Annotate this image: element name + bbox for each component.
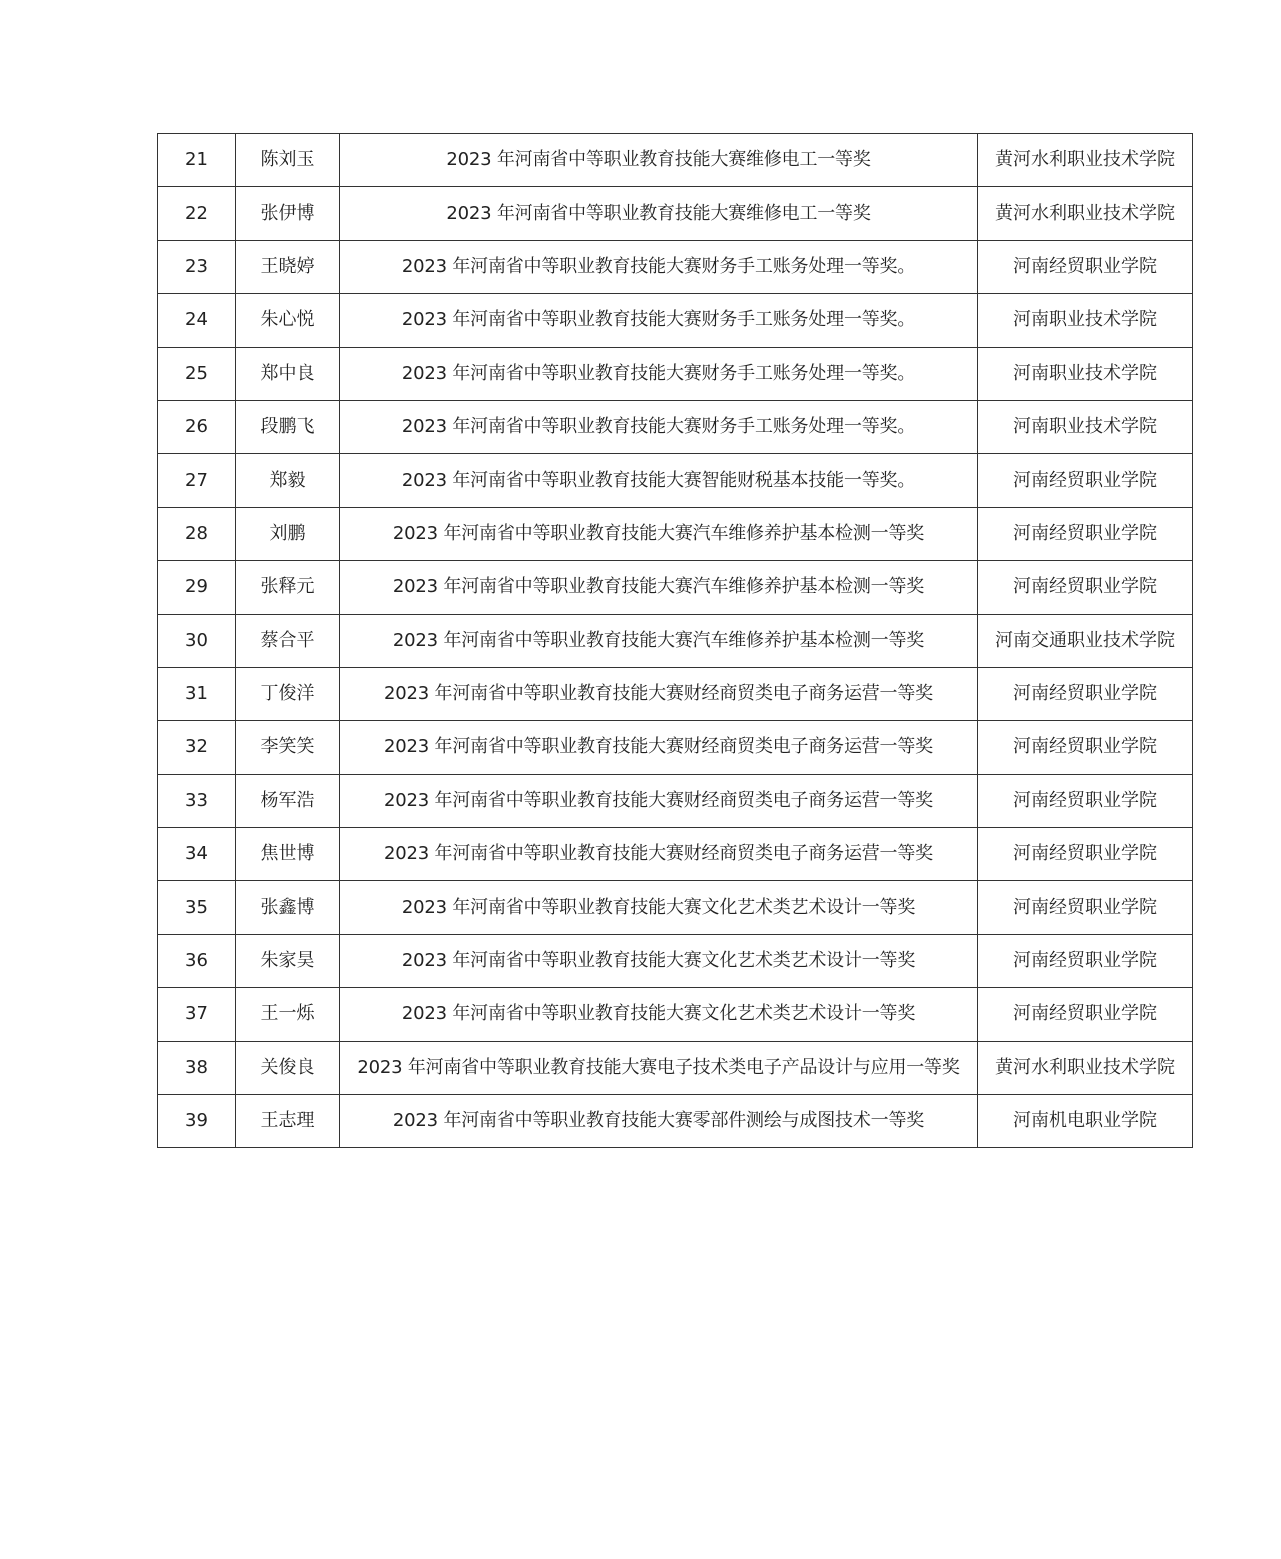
row-number-cell: 22 <box>158 187 236 240</box>
table-row <box>158 828 1193 881</box>
school-name-cell: 河南职业技术学院 <box>978 400 1193 453</box>
table-row <box>158 240 1193 293</box>
school-name-cell: 河南经贸职业学院 <box>978 774 1193 827</box>
awards-table <box>157 133 1193 1148</box>
row-number-cell: 24 <box>158 294 236 347</box>
award-title-cell: 2023 年河南省中等职业教育技能大赛文化艺术类艺术设计一等奖 <box>340 988 978 1041</box>
winner-name-cell: 李笑笑 <box>236 721 340 774</box>
award-title-cell: 2023 年河南省中等职业教育技能大赛文化艺术类艺术设计一等奖 <box>340 934 978 987</box>
winner-name-cell: 郑中良 <box>236 347 340 400</box>
table-row <box>158 667 1193 720</box>
award-title-cell: 2023 年河南省中等职业教育技能大赛财务手工账务处理一等奖。 <box>340 400 978 453</box>
table-row <box>158 988 1193 1041</box>
table-row <box>158 454 1193 507</box>
school-name-cell: 河南经贸职业学院 <box>978 934 1193 987</box>
row-number-cell: 37 <box>158 988 236 1041</box>
award-title-cell: 2023 年河南省中等职业教育技能大赛财经商贸类电子商务运营一等奖 <box>340 828 978 881</box>
award-title-cell: 2023 年河南省中等职业教育技能大赛电子技术类电子产品设计与应用一等奖 <box>340 1041 978 1094</box>
award-title-cell: 2023 年河南省中等职业教育技能大赛汽车维修养护基本检测一等奖 <box>340 561 978 614</box>
table-row <box>158 1095 1193 1148</box>
winner-name-cell: 段鹏飞 <box>236 400 340 453</box>
school-name-cell: 河南交通职业技术学院 <box>978 614 1193 667</box>
row-number-cell: 38 <box>158 1041 236 1094</box>
award-title-cell: 2023 年河南省中等职业教育技能大赛维修电工一等奖 <box>340 134 978 187</box>
winner-name-cell: 焦世博 <box>236 828 340 881</box>
table-row <box>158 294 1193 347</box>
table-row <box>158 400 1193 453</box>
row-number-cell: 36 <box>158 934 236 987</box>
school-name-cell: 黄河水利职业技术学院 <box>978 134 1193 187</box>
winner-name-cell: 张鑫博 <box>236 881 340 934</box>
table-row <box>158 507 1193 560</box>
row-number-cell: 26 <box>158 400 236 453</box>
table-row <box>158 561 1193 614</box>
table-row <box>158 1041 1193 1094</box>
table-row <box>158 347 1193 400</box>
row-number-cell: 25 <box>158 347 236 400</box>
award-title-cell: 2023 年河南省中等职业教育技能大赛维修电工一等奖 <box>340 187 978 240</box>
school-name-cell: 河南职业技术学院 <box>978 294 1193 347</box>
winner-name-cell: 王志理 <box>236 1095 340 1148</box>
winner-name-cell: 朱家昊 <box>236 934 340 987</box>
school-name-cell: 河南经贸职业学院 <box>978 988 1193 1041</box>
row-number-cell: 27 <box>158 454 236 507</box>
row-number-cell: 32 <box>158 721 236 774</box>
winner-name-cell: 张伊博 <box>236 187 340 240</box>
table-row <box>158 721 1193 774</box>
award-title-cell: 2023 年河南省中等职业教育技能大赛零部件测绘与成图技术一等奖 <box>340 1095 978 1148</box>
winner-name-cell: 陈刘玉 <box>236 134 340 187</box>
table-row <box>158 774 1193 827</box>
table-row <box>158 614 1193 667</box>
row-number-cell: 29 <box>158 561 236 614</box>
school-name-cell: 黄河水利职业技术学院 <box>978 1041 1193 1094</box>
row-number-cell: 33 <box>158 774 236 827</box>
school-name-cell: 河南经贸职业学院 <box>978 721 1193 774</box>
table-row <box>158 881 1193 934</box>
winner-name-cell: 朱心悦 <box>236 294 340 347</box>
school-name-cell: 河南经贸职业学院 <box>978 828 1193 881</box>
award-title-cell: 2023 年河南省中等职业教育技能大赛财经商贸类电子商务运营一等奖 <box>340 774 978 827</box>
school-name-cell: 河南经贸职业学院 <box>978 240 1193 293</box>
row-number-cell: 23 <box>158 240 236 293</box>
table-row <box>158 934 1193 987</box>
table-row <box>158 134 1193 187</box>
row-number-cell: 39 <box>158 1095 236 1148</box>
winner-name-cell: 蔡合平 <box>236 614 340 667</box>
school-name-cell: 河南经贸职业学院 <box>978 561 1193 614</box>
school-name-cell: 河南职业技术学院 <box>978 347 1193 400</box>
award-title-cell: 2023 年河南省中等职业教育技能大赛财经商贸类电子商务运营一等奖 <box>340 667 978 720</box>
award-title-cell: 2023 年河南省中等职业教育技能大赛财务手工账务处理一等奖。 <box>340 294 978 347</box>
winner-name-cell: 杨军浩 <box>236 774 340 827</box>
winner-name-cell: 刘鹏 <box>236 507 340 560</box>
winner-name-cell: 郑毅 <box>236 454 340 507</box>
school-name-cell: 河南经贸职业学院 <box>978 667 1193 720</box>
winner-name-cell: 王一烁 <box>236 988 340 1041</box>
school-name-cell: 黄河水利职业技术学院 <box>978 187 1193 240</box>
school-name-cell: 河南机电职业学院 <box>978 1095 1193 1148</box>
school-name-cell: 河南经贸职业学院 <box>978 881 1193 934</box>
award-title-cell: 2023 年河南省中等职业教育技能大赛财务手工账务处理一等奖。 <box>340 240 978 293</box>
award-title-cell: 2023 年河南省中等职业教育技能大赛汽车维修养护基本检测一等奖 <box>340 614 978 667</box>
school-name-cell: 河南经贸职业学院 <box>978 507 1193 560</box>
winner-name-cell: 关俊良 <box>236 1041 340 1094</box>
table-row <box>158 187 1193 240</box>
winner-name-cell: 丁俊洋 <box>236 667 340 720</box>
row-number-cell: 34 <box>158 828 236 881</box>
award-title-cell: 2023 年河南省中等职业教育技能大赛财经商贸类电子商务运营一等奖 <box>340 721 978 774</box>
winner-name-cell: 张释元 <box>236 561 340 614</box>
award-title-cell: 2023 年河南省中等职业教育技能大赛财务手工账务处理一等奖。 <box>340 347 978 400</box>
row-number-cell: 35 <box>158 881 236 934</box>
winner-name-cell: 王晓婷 <box>236 240 340 293</box>
award-title-cell: 2023 年河南省中等职业教育技能大赛文化艺术类艺术设计一等奖 <box>340 881 978 934</box>
school-name-cell: 河南经贸职业学院 <box>978 454 1193 507</box>
row-number-cell: 30 <box>158 614 236 667</box>
awards-table-body <box>158 134 1193 1148</box>
row-number-cell: 21 <box>158 134 236 187</box>
row-number-cell: 28 <box>158 507 236 560</box>
award-title-cell: 2023 年河南省中等职业教育技能大赛智能财税基本技能一等奖。 <box>340 454 978 507</box>
row-number-cell: 31 <box>158 667 236 720</box>
award-title-cell: 2023 年河南省中等职业教育技能大赛汽车维修养护基本检测一等奖 <box>340 507 978 560</box>
